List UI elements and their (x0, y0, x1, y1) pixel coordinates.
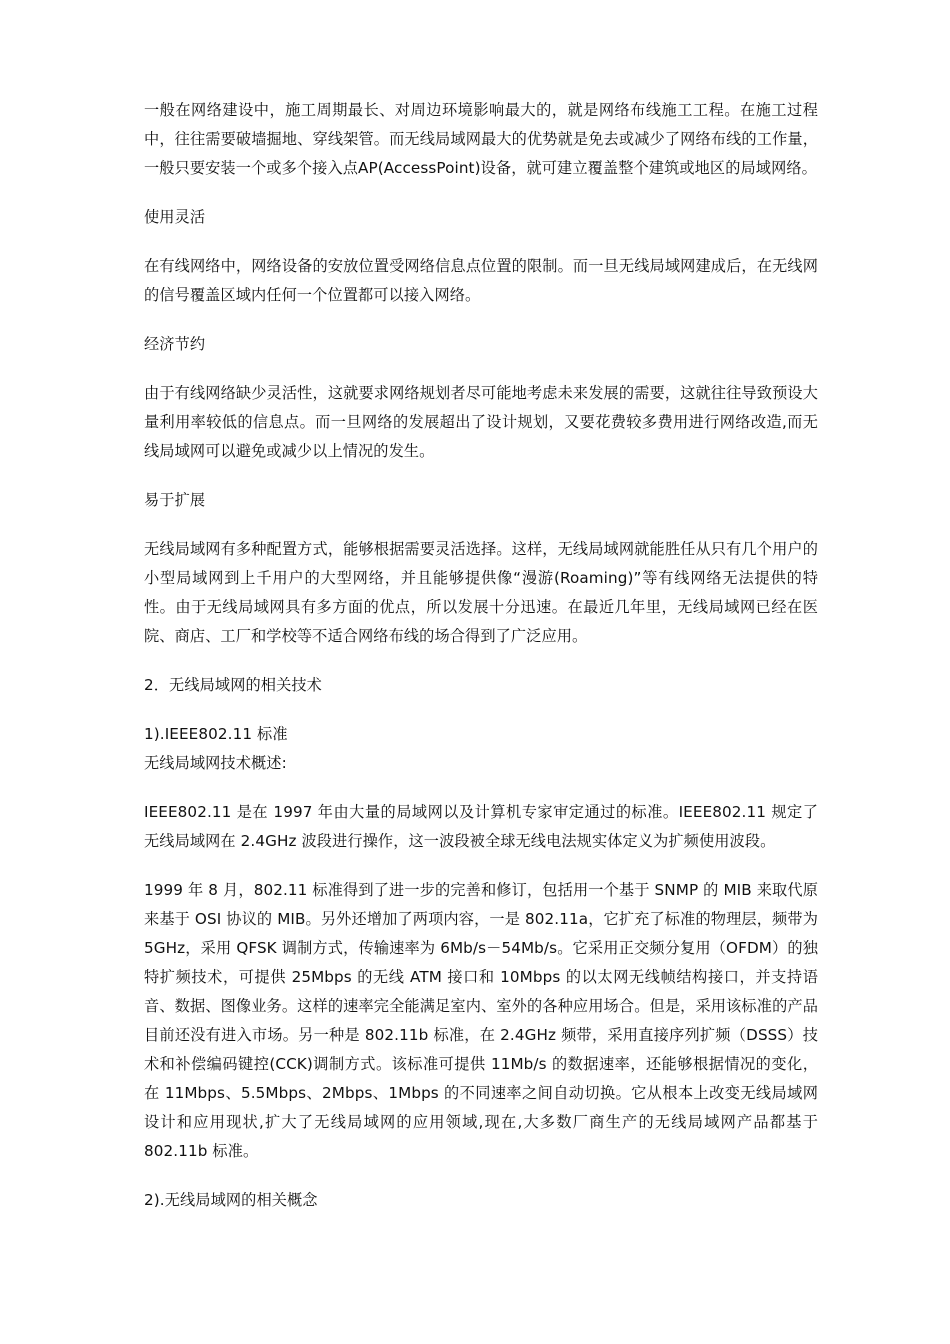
paragraph-wiring: 一般在网络建设中，施工周期最长、对周边环境影响最大的，就是网络布线施工工程。在施工过程中，往往需要破墙掘地、穿线架管。而无线局域网最大的优势就是免去或减少了网络布线的工作量，一般只要安装一个或多个接入点AP(AccessPoint)设备，就可建立覆盖整个建筑或地区的局域网络。 (144, 101, 818, 177)
paragraph-1999-revision: 1999 年 8 月，802.11 标准得到了进一步的完善和修订，包括用一个基于 SNMP 的 MIB 来取代原来基于 OSI 协议的 MIB。另外还增加了两项内容，一是 802.11a，它扩充了标准的物理层，频带为 5GHz，采用 QFSK 调制方式，传输速率为 6Mb/s－54Mb/s。它采用正交频分复用（OFDM）的独特扩频技术，可提供 25Mbps 的无线 ATM 接口和 10Mbps 的以太网无线帧结构接口，并支持语音、数据、图像业务。这样的速率完全能满足室内、室外的各种应用场合。但是，采用该标准的产品目前还没有进入市场。另一种是 802.11b 标准，在 2.4GHz 频带，采用直接序列扩频（DSSS）技术和补偿编码键控(CCK)调制方式。该标准可提供 11Mb/s 的数据速率，还能够根据情况的变化，在 11Mbps、5.5Mbps、2Mbps、1Mbps 的不同速率之间自动切换。它从根本上改变无线局域网设计和应用现状,扩大了无线局域网的应用领域,现在,大多数厂商生产的无线局域网产品都基于 802.11b 标准。 (144, 881, 818, 1160)
heading-section-2: 2．无线局域网的相关技术 (144, 676, 322, 694)
heading-economy: 经济节约 (144, 335, 206, 353)
document-body (144, 96, 818, 1215)
heading-expand: 易于扩展 (144, 491, 206, 509)
paragraph-expand: 无线局域网有多种配置方式，能够根据需要灵活选择。这样，无线局域网就能胜任从只有几个用户的小型局域网到上千用户的大型网络，并且能够提供像“漫游(Roaming)”等有线网络无法提供的特性。由于无线局域网具有多方面的优点，所以发展十分迅速。在最近几年里，无线局域网已经在医院、商店、工厂和学校等不适合网络布线的场合得到了广泛应用。 (144, 540, 818, 645)
paragraph-flexible: 在有线网络中，网络设备的安放位置受网络信息点位置的限制。而一旦无线局域网建成后，在无线网的信号覆盖区域内任何一个位置都可以接入网络。 (144, 257, 818, 304)
heading-related-concepts: 2).无线局域网的相关概念 (144, 1191, 318, 1209)
heading-technology-overview: 无线局域网技术概述: (144, 754, 287, 772)
heading-flexible-use: 使用灵活 (144, 208, 206, 226)
paragraph-ieee-80211: IEEE802.11 是在 1997 年由大量的局域网以及计算机专家审定通过的标准。IEEE802.11 规定了无线局域网在 2.4GHz 波段进行操作，这一波段被全球无线电法规实体定义为扩频使用波段。 (144, 803, 818, 850)
heading-ieee-standard: 1).IEEE802.11 标准 (144, 725, 288, 743)
paragraph-economy: 由于有线网络缺少灵活性，这就要求网络规划者尽可能地考虑未来发展的需要，这就往往导致预设大量利用率较低的信息点。而一旦网络的发展超出了设计规划，又要花费较多费用进行网络改造,而无线局域网可以避免或减少以上情况的发生。 (144, 384, 818, 460)
